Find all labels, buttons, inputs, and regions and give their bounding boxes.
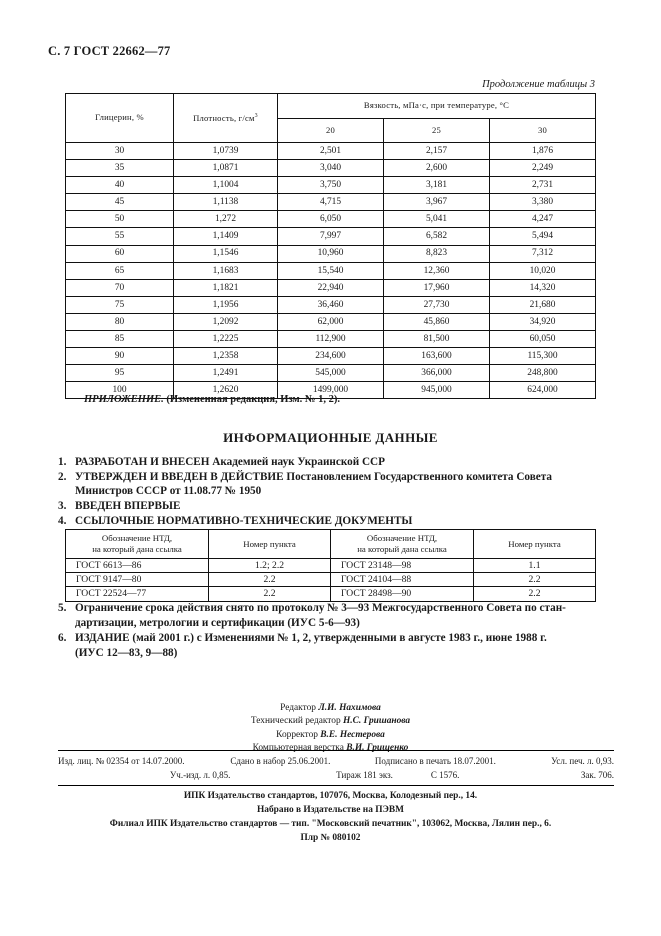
header-density [174,94,278,143]
info-list-item-text [75,470,613,499]
credit-name: Л.И. Нахимова [318,703,381,713]
table-cell: 100 [66,382,174,399]
table-cell: 945,000 [384,382,490,399]
table-cell: 4,247 [490,211,596,228]
info-list-item-line: РАЗРАБОТАН И ВНЕСЕН Академией наук Украинской ССР [75,456,385,468]
info-list-item-number: 5. [58,602,67,614]
table-cell: 1,1138 [174,194,278,211]
header-temp-20: 20 [278,119,384,143]
table-cell: 2,501 [278,143,384,160]
table-cell: 1.2; 2.2 [209,559,331,573]
table-cell: 12,360 [384,262,490,279]
credit-line [0,742,661,755]
header-temp-25: 25 [384,119,490,143]
publisher-line: Плр № 080102 [300,832,361,843]
info-list-item [58,514,613,528]
table-cell: 30 [66,143,174,160]
table-cell: 90 [66,348,174,365]
info-data-heading: ИНФОРМАЦИОННЫЕ ДАННЫЕ [223,430,438,445]
info-list-item-line: УТВЕРЖДЕН И ВВЕДЕН В ДЕЙСТВИЕ Постановлением Государственного комитета Совета [75,470,552,483]
info-list-item-text [75,455,613,469]
table-cell: 80 [66,313,174,330]
table-cell: 1,2358 [174,348,278,365]
table-cell: 34,920 [490,313,596,330]
credit-role: Корректор [276,729,321,740]
table-cell: 1.1 [474,559,596,573]
table-cell: 545,000 [278,365,384,382]
table-row [66,296,596,313]
credit-role: Технический редактор [250,716,344,727]
table-cell: 17,960 [384,279,490,296]
publisher-footer [0,790,661,846]
table-row [66,573,596,587]
info-list-item-number: 2. [58,470,67,483]
header-viscosity-group: Вязкость, мПа·с, при температуре, °C [278,94,596,119]
table-cell: 35 [66,160,174,177]
glycerin-viscosity-table [65,93,596,399]
table-cell: 1,876 [490,143,596,160]
table-cell: 21,680 [490,296,596,313]
info-list-item-line: Ограничение срока действия снято по протоколу № 3—93 Межгосударственного Совета по стан- [75,602,566,614]
table-cell: 1,1546 [174,245,278,262]
info-list-item [58,470,613,499]
table-cell: 5,494 [490,228,596,245]
table-cell: 7,997 [278,228,384,245]
table-cell: 55 [66,228,174,245]
info-list-item-line: (ИУС 12—83, 9—88) [75,647,178,660]
header-temp-30: 30 [490,119,596,143]
table-cell: 60,050 [490,331,596,348]
info-list-item-number: 3. [58,499,67,512]
table-cell: 1499,000 [278,382,384,399]
info-list-item-number: 1. [58,456,67,468]
imprint-code: С 1576. [430,769,460,780]
ref-header-doc-2 [331,530,474,559]
info-items-list-lower [58,601,613,662]
table-cell: 3,380 [490,194,596,211]
table-cell: 36,460 [278,296,384,313]
ref-header-item-2: Номер пункта [474,530,596,559]
imprint-rule-top [58,750,614,751]
table-cell: 14,320 [490,279,596,296]
info-list-item-text [75,499,613,513]
table-row [66,160,596,177]
table-cell: 1,272 [174,211,278,228]
imprint-order: Зак. 706. [580,769,614,780]
reference-documents-table [65,529,596,602]
publisher-line: ИПК Издательство стандартов, 107076, Москва, Колодезный пер., 14. [183,791,478,801]
table-cell: 6,050 [278,211,384,228]
table-cell: 248,800 [490,365,596,382]
table-row [66,177,596,194]
table-cell: 1,0739 [174,143,278,160]
table-cell: 2,731 [490,177,596,194]
table-cell: 624,000 [490,382,596,399]
credit-role: Компьютерная верстка [252,743,347,754]
header-density-exponent: 3 [254,112,258,119]
ref-header-doc-2-line1: Обозначение НТД, [366,533,438,544]
table-cell: ГОСТ 28498—90 [331,587,474,601]
ref-header-doc-2-line2: на который дана ссылка [357,544,447,554]
table-row [66,211,596,228]
table-row [66,313,596,330]
table-cell: 366,000 [384,365,490,382]
table-cell: 3,181 [384,177,490,194]
table-cell: 85 [66,331,174,348]
table-cell: 50 [66,211,174,228]
table-cell: 3,040 [278,160,384,177]
table-cell: 1,2092 [174,313,278,330]
table-row [66,228,596,245]
table-cell: 234,600 [278,348,384,365]
table-row [66,348,596,365]
info-list-item-line: ВВЕДЕН ВПЕРВЫЕ [75,499,181,512]
table-cell: 1,0871 [174,160,278,177]
annex-note-italic: ПРИЛОЖЕНИЕ. [84,394,164,405]
table-cell: 2.2 [209,573,331,587]
table-cell: 1,1956 [174,296,278,313]
table-cell: 163,600 [384,348,490,365]
info-list-item [58,631,613,661]
imprint-submitted: Сдано в набор 25.06.2001. [230,756,331,766]
table-cell: 95 [66,365,174,382]
info-list-item-line: Министров СССР от 11.08.77 № 1950 [75,485,262,498]
table-cell: 3,750 [278,177,384,194]
imprint-license: Изд. лиц. № 02354 от 14.07.2000. [58,756,185,766]
table-row [66,559,596,573]
info-list-item-number: 6. [58,632,67,645]
table-cell: 115,300 [490,348,596,365]
info-list-item-text [75,601,613,631]
info-list-item-text [75,631,613,661]
header-density-label: Плотность, г/см [193,112,255,123]
table-row [66,143,596,160]
table-cell: 27,730 [384,296,490,313]
credit-line [0,702,661,715]
table-cell: 2.2 [209,587,331,601]
table-cell: 6,582 [384,228,490,245]
info-list-item-text [75,514,613,528]
table-cell: 10,960 [278,245,384,262]
table-cell: 70 [66,279,174,296]
table-cell: 62,000 [278,313,384,330]
editorial-credits [0,702,661,755]
info-list-item [58,601,613,631]
table-cell: 1,1683 [174,262,278,279]
ref-header-doc-1-line2: на который дана ссылка [92,544,182,554]
glycerin-viscosity-table-body [66,143,596,399]
imprint-signed: Подписано в печать 18.07.2001. [374,756,496,766]
credit-name: В.Е. Нестерова [320,729,385,740]
table-cell: ГОСТ 6613—86 [66,559,209,573]
imprint-print-run: Тираж 181 экз. [336,769,393,780]
table-cell: 40 [66,177,174,194]
table-cell: 22,940 [278,279,384,296]
credit-name: В.И. Грищенко [346,743,409,754]
header-glycerin: Глицерин, % [66,94,174,143]
table-cell: ГОСТ 9147—80 [66,573,209,587]
table-cell: 2.2 [474,587,596,601]
table-row [66,245,596,262]
table-row [66,262,596,279]
ref-header-doc-1 [66,530,209,559]
table-row [66,331,596,348]
annex-note-rest: (Измененная редакция, Изм. № 1, 2). [163,394,340,405]
table-row [66,587,596,601]
imprint-row-2 [58,769,614,783]
ref-header-doc-1-line1: Обозначение НТД, [101,533,173,544]
info-list-item [58,499,613,513]
table-row [66,365,596,382]
table-cell: 3,967 [384,194,490,211]
table-cell: ГОСТ 24104—88 [331,573,474,587]
table-cell: 75 [66,296,174,313]
info-list-item-line: ССЫЛОЧНЫЕ НОРМАТИВНО-ТЕХНИЧЕСКИЕ ДОКУМЕНТЫ [75,514,413,527]
table-cell: 1,1821 [174,279,278,296]
table-cell: 2,600 [384,160,490,177]
credit-line [0,729,661,742]
table-cell: ГОСТ 22524—77 [66,587,209,601]
table-cell: 8,823 [384,245,490,262]
info-list-item [58,455,613,469]
imprint-row-1 [58,755,614,769]
table-cell: 60 [66,245,174,262]
table-cell: 2,249 [490,160,596,177]
table-cell: 65 [66,262,174,279]
info-items-list [58,455,613,529]
credit-role: Редактор [280,703,319,713]
info-list-item-number: 4. [58,514,67,527]
imprint-pub-sheets: Уч.-изд. л. 0,85. [169,769,231,780]
table-cell: 4,715 [278,194,384,211]
table-cell: 81,500 [384,331,490,348]
info-list-item-line: ИЗДАНИЕ (май 2001 г.) с Изменениями № 1, 2, утвержденными в августе 1983 г., июне 1988 г. [75,632,547,645]
reference-documents-table-body [66,559,596,602]
publisher-line: Филиал ИПК Издательство стандартов — тип. "Московский печатник", 103062, Москва, Лялин пер., 6. [109,818,552,829]
table-continuation-caption: Продолжение таблицы 3 [482,79,595,90]
publisher-line: Набрано в Издательстве на ПЭВМ [257,804,404,815]
credit-name: Н.С. Гришанова [343,716,411,727]
table-cell: 45,860 [384,313,490,330]
table-cell: 1,2491 [174,365,278,382]
table-cell: 15,540 [278,262,384,279]
info-list-item-line: дартизации, метрологии и сертификации (ИУС 5-6—93) [75,616,360,629]
table-cell: 10,020 [490,262,596,279]
table-cell: 2.2 [474,573,596,587]
annex-note [84,394,340,405]
table-cell: 5,041 [384,211,490,228]
table-cell: 1,1004 [174,177,278,194]
running-head: С. 7 ГОСТ 22662—77 [48,44,171,58]
table-cell: 1,2620 [174,382,278,399]
ref-header-item-1: Номер пункта [209,530,331,559]
table-row [66,279,596,296]
table-cell: 7,312 [490,245,596,262]
credit-line [0,715,661,728]
imprint-rule-bottom [58,785,614,786]
table-cell: 45 [66,194,174,211]
table-cell: ГОСТ 23148—98 [331,559,474,573]
table-cell: 2,157 [384,143,490,160]
table-row [66,194,596,211]
table-cell: 1,1409 [174,228,278,245]
imprint-block [58,755,614,782]
imprint-sheets: Усл. печ. л. 0,93. [551,756,614,766]
table-cell: 1,2225 [174,331,278,348]
table-cell: 112,900 [278,331,384,348]
